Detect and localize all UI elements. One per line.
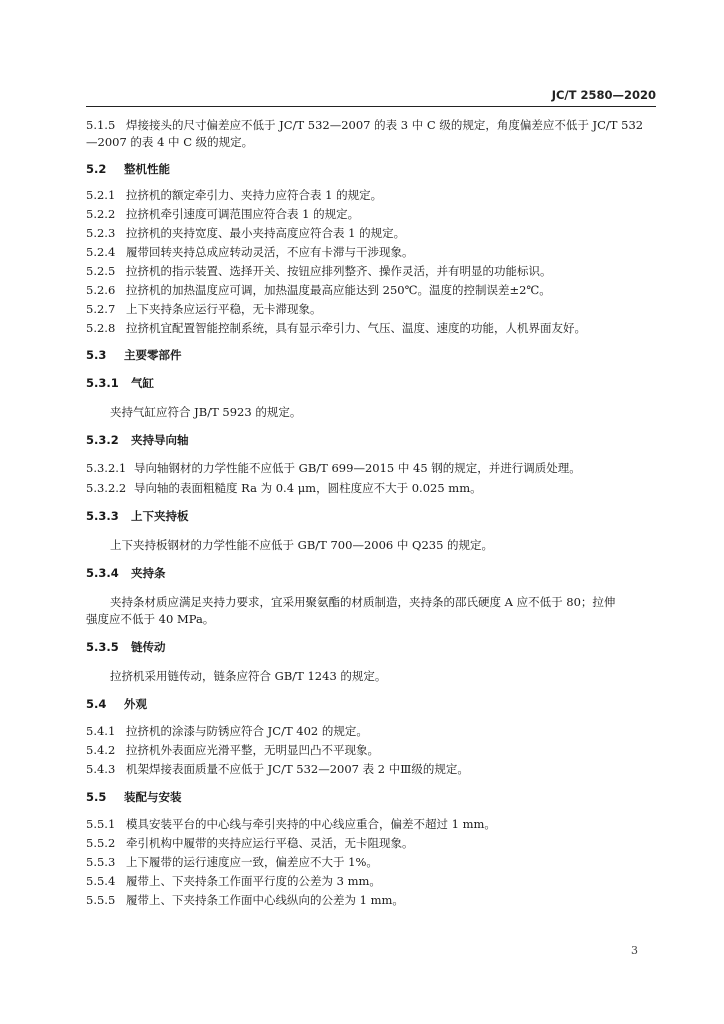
paragraph-text: 夹持条材质应满足夹持力要求，宜采用聚氨酯的材质制造，夹持条的邵氏硬度 A 应不低于 80；拉伸	[110, 595, 616, 609]
subsection-title: 上下夹持板	[131, 509, 189, 523]
clause-number: 5.2.4	[86, 245, 116, 259]
clause-text: 履带上、下夹持条工作面中心线纵向的公差为 1 mm。	[126, 893, 404, 907]
clause-list-5-4	[86, 723, 656, 778]
subsection-heading-5-3-2	[86, 432, 656, 449]
subsection-heading-5-3-5	[86, 639, 656, 656]
subsection-number: 5.3.1	[86, 376, 119, 390]
clause-5-2-6	[86, 282, 656, 299]
clause-5-5-3	[86, 854, 656, 871]
clause-number: 5.2.2	[86, 207, 116, 221]
clause-number: 5.4.3	[86, 762, 116, 776]
section-title: 外观	[124, 697, 147, 711]
clause-number: 5.5.4	[86, 874, 116, 888]
header-rule	[86, 106, 656, 107]
clause-5-4-2	[86, 742, 656, 759]
clause-text: 上下夹持条应运行平稳，无卡滞现象。	[126, 302, 322, 316]
clause-text: 拉挤机的夹持宽度、最小夹持高度应符合表 1 的规定。	[126, 226, 406, 240]
paragraph-5-3-3: 上下夹持板钢材的力学性能不应低于 GB/T 700—2006 中 Q235 的规定。	[110, 538, 494, 552]
clause-number: 5.5.1	[86, 817, 116, 831]
clause-5-2-4	[86, 244, 656, 261]
clause-list-5-2	[86, 187, 656, 337]
clause-text: 焊接接头的尺寸偏差应不低于 JC/T 532—2007 的表 3 中 C 级的规定，角度偏差应不低于 JC/T 532	[126, 118, 644, 132]
section-title: 整机性能	[124, 162, 170, 176]
clause-text: 拉挤机的加热温度应可调，加热温度最高应能达到 250℃。温度的控制误差±2℃。	[126, 283, 551, 297]
clause-5-2-1	[86, 187, 656, 204]
clause-5-2-7	[86, 301, 656, 318]
clause-text: 导向轴的表面粗糙度 Ra 为 0.4 μm，圆柱度应不大于 0.025 mm。	[134, 481, 482, 495]
subsection-title: 夹持条	[131, 566, 166, 580]
paragraph-5-3-4	[86, 593, 656, 628]
clause-number: 5.3.2.1	[86, 461, 127, 475]
clause-number: 5.2.1	[86, 188, 116, 202]
section-number: 5.3	[86, 348, 107, 362]
section-title: 装配与安装	[124, 790, 182, 804]
clause-number: 5.2.3	[86, 226, 116, 240]
subsection-number: 5.3.4	[86, 566, 119, 580]
clause-text: 导向轴钢材的力学性能不应低于 GB/T 699—2015 中 45 钢的规定，并进行调质处理。	[134, 461, 581, 475]
subsection-number: 5.3.3	[86, 509, 119, 523]
clause-text: 履带回转夹持总成应转动灵活，不应有卡滞与干涉现象。	[126, 245, 414, 259]
paragraph-text-continued: 强度应不低于 40 MPa。	[86, 612, 215, 626]
subsection-title: 气缸	[131, 376, 154, 390]
clause-text: 拉挤机的额定牵引力、夹持力应符合表 1 的规定。	[126, 188, 383, 202]
clause-text: 牵引机构中履带的夹持应运行平稳、灵活，无卡阻现象。	[126, 836, 414, 850]
subsection-heading-5-3-1	[86, 375, 656, 392]
clause-text: 拉挤机牵引速度可调范围应符合表 1 的规定。	[126, 207, 360, 221]
clause-number: 5.5.5	[86, 893, 116, 907]
clause-5-2-2	[86, 206, 656, 223]
clause-list-5-3-2	[86, 460, 656, 497]
clause-number: 5.2.7	[86, 302, 116, 316]
page-number: 3	[631, 944, 638, 957]
clause-number: 5.5.3	[86, 855, 116, 869]
clause-number: 5.4.1	[86, 724, 116, 738]
subsection-heading-5-3-3	[86, 508, 656, 525]
document-body	[86, 117, 656, 909]
clause-text: 拉挤机外表面应光滑平整，无明显凹凸不平现象。	[126, 743, 379, 757]
clause-number: 5.4.2	[86, 743, 116, 757]
clause-5-2-8	[86, 320, 656, 337]
section-heading-5-2	[86, 161, 656, 178]
section-title: 主要零部件	[124, 348, 182, 362]
clause-text: 拉挤机宜配置智能控制系统，具有显示牵引力、气压、温度、速度的功能，人机界面友好。	[126, 321, 586, 335]
clause-5-3-2-1	[86, 460, 656, 477]
document-header-id: JC/T 2580—2020	[551, 88, 656, 102]
subsection-heading-5-3-4	[86, 565, 656, 582]
subsection-number: 5.3.2	[86, 433, 119, 447]
clause-5-5-4	[86, 873, 656, 890]
subsection-title: 夹持导向轴	[131, 433, 189, 447]
clause-text: 拉挤机的涂漆与防锈应符合 JC/T 402 的规定。	[126, 724, 368, 738]
clause-5-4-3	[86, 761, 656, 778]
paragraph-5-3-1: 夹持气缸应符合 JB/T 5923 的规定。	[110, 405, 302, 419]
subsection-title: 链传动	[131, 640, 166, 654]
clause-5-2-5	[86, 263, 656, 280]
section-number: 5.5	[86, 790, 107, 804]
clause-text: 机架焊接表面质量不应低于 JC/T 532—2007 表 2 中Ⅲ级的规定。	[126, 762, 469, 776]
clause-5-3-2-2	[86, 480, 656, 497]
clause-5-1-5	[86, 117, 656, 151]
clause-5-5-5	[86, 892, 656, 909]
paragraph-5-3-5: 拉挤机采用链传动，链条应符合 GB/T 1243 的规定。	[110, 669, 387, 683]
clause-number: 5.2.8	[86, 321, 116, 335]
clause-5-2-3	[86, 225, 656, 242]
section-heading-5-4	[86, 696, 656, 713]
clause-list-5-5	[86, 816, 656, 909]
clause-5-5-2	[86, 835, 656, 852]
clause-number: 5.2.6	[86, 283, 116, 297]
clause-text: 拉挤机的指示装置、选择开关、按钮应排列整齐、操作灵活，并有明显的功能标识。	[126, 264, 552, 278]
clause-number: 5.3.2.2	[86, 481, 127, 495]
clause-text-continued: —2007 的表 4 中 C 级的规定。	[86, 135, 254, 149]
clause-number: 5.5.2	[86, 836, 116, 850]
clause-text: 履带上、下夹持条工作面平行度的公差为 3 mm。	[126, 874, 381, 888]
section-number: 5.4	[86, 697, 107, 711]
clause-number: 5.1.5	[86, 118, 116, 132]
clause-5-4-1	[86, 723, 656, 740]
section-heading-5-3	[86, 347, 656, 364]
clause-text: 上下履带的运行速度应一致，偏差应不大于 1%。	[126, 855, 378, 869]
section-number: 5.2	[86, 162, 107, 176]
clause-number: 5.2.5	[86, 264, 116, 278]
clause-text: 模具安装平台的中心线与牵引夹持的中心线应重合，偏差不超过 1 mm。	[126, 817, 496, 831]
clause-5-5-1	[86, 816, 656, 833]
section-heading-5-5	[86, 789, 656, 806]
subsection-number: 5.3.5	[86, 640, 119, 654]
